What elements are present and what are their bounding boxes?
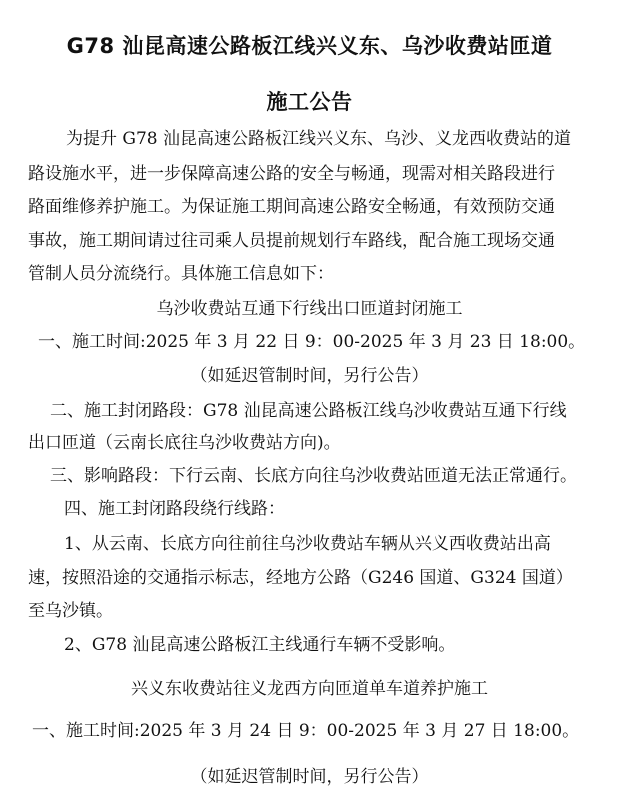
intro-line-5: 管制人员分流绕行。具体施工信息如下： bbox=[28, 264, 334, 284]
section1-detour-1-line-3: 至乌沙镇。 bbox=[28, 601, 113, 621]
section1-closed-road-line-2: 出口匝道（云南长底往乌沙收费站方向)。 bbox=[28, 433, 341, 453]
section1-detour-heading: 四、施工封闭路段绕行线路： bbox=[64, 499, 285, 519]
section1-detour-1-line-2: 速，按照沿途的交通指示标志，经地方公路（G246 国道、G324 国道） bbox=[28, 568, 573, 588]
section1-closed-road-line-1: 二、施工封闭路段：G78 汕昆高速公路板江线乌沙收费站互通下行线 bbox=[50, 401, 567, 421]
intro-line-2: 路设施水平，进一步保障高速公路的安全与畅通，现需对相关路段进行 bbox=[28, 164, 555, 184]
intro-line-3: 路面维修养护施工。为保证施工期间高速公路安全畅通，有效预防交通 bbox=[28, 197, 555, 217]
section2-time: 一、施工时间:2025 年 3 月 24 日 9：00-2025 年 3 月 27 日 18:00。 bbox=[32, 721, 580, 741]
intro-line-4: 事故，施工期间请过往司乘人员提前规划行车路线，配合施工现场交通 bbox=[28, 231, 555, 251]
section1-detour-1-line-1: 1、从云南、长底方向往前往乌沙收费站车辆从兴义西收费站出高 bbox=[64, 534, 551, 554]
section1-delay-note: （如延迟管制时间，另行公告） bbox=[190, 366, 429, 386]
notice-title-line2: 施工公告 bbox=[266, 90, 353, 114]
section1-detour-2: 2、G78 汕昆高速公路板江主线通行车辆不受影响。 bbox=[64, 635, 456, 655]
notice-title-line1: G78 汕昆高速公路板江线兴义东、乌沙收费站匝道 bbox=[66, 34, 553, 58]
section2-delay-note: （如延迟管制时间，另行公告） bbox=[190, 767, 429, 787]
intro-line-1: 为提升 G78 汕昆高速公路板江线兴义东、乌沙、义龙西收费站的道 bbox=[66, 129, 572, 149]
section2-heading: 兴义东收费站往义龙西方向匝道单车道养护施工 bbox=[131, 679, 488, 699]
section1-affected-road: 三、影响路段：下行云南、长底方向往乌沙收费站匝道无法正常通行。 bbox=[50, 466, 577, 486]
section1-time: 一、施工时间:2025 年 3 月 22 日 9：00-2025 年 3 月 23 日 18:00。 bbox=[38, 332, 586, 352]
section1-heading: 乌沙收费站互通下行线出口匝道封闭施工 bbox=[156, 299, 463, 319]
